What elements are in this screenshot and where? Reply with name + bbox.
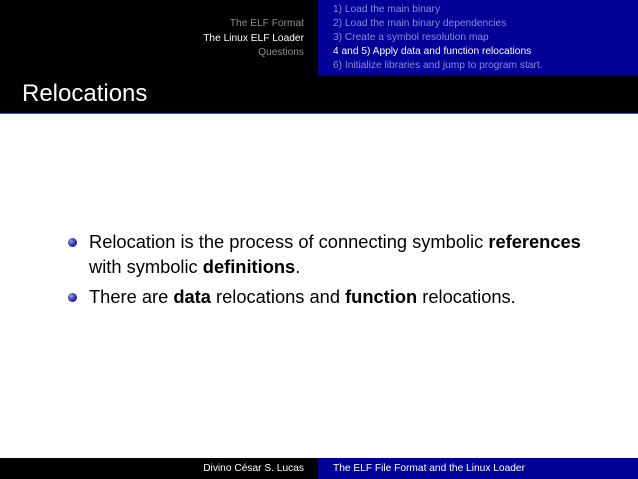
section-list <box>203 17 304 61</box>
bullet-text: There are data relocations and function relocations. <box>89 286 516 307</box>
section-link-elf-format[interactable]: The ELF Format <box>229 18 304 29</box>
bold-term: data <box>173 286 211 307</box>
bold-term: function <box>345 286 418 307</box>
section-link-linux-elf-loader[interactable]: The Linux ELF Loader <box>203 32 304 44</box>
subsection-link-symbol-resolution-map[interactable]: 3) Create a symbol resolution map <box>333 31 489 43</box>
subsection-list <box>333 3 543 73</box>
subsection-link-load-main-binary[interactable]: 1) Load the main binary <box>333 4 441 15</box>
footer-author-panel <box>0 458 318 479</box>
bullet-item <box>66 229 586 279</box>
frame-title: Relocations <box>22 80 148 107</box>
bold-term: definitions <box>202 256 296 277</box>
subsection-navigation-panel <box>318 0 638 76</box>
bullet-icon <box>68 293 77 302</box>
subsection-link-apply-relocations[interactable]: 4 and 5) Apply data and function relocations <box>333 45 532 57</box>
footer-bar <box>0 458 638 479</box>
bullet-text: Relocation is the process of connecting symbolic references with symbolic definitions. <box>89 231 581 277</box>
subsection-link-initialize-libraries[interactable]: 6) Initialize libraries and jump to program start. <box>333 59 543 71</box>
section-link-questions[interactable]: Questions <box>258 47 304 59</box>
footer-talk-title: The ELF File Format and the Linux Loader <box>333 463 525 474</box>
bold-term: references <box>488 231 581 252</box>
footer-author: Divino César S. Lucas <box>203 463 304 474</box>
bullet-item <box>66 284 586 309</box>
section-navigation-panel <box>0 0 318 76</box>
slide-content <box>66 229 586 314</box>
bullet-icon <box>68 238 77 247</box>
header-bar <box>0 0 638 76</box>
subsection-link-load-dependencies[interactable]: 2) Load the main binary dependencies <box>333 17 507 29</box>
frame-title-bar <box>0 76 638 114</box>
footer-title-panel <box>318 458 638 479</box>
